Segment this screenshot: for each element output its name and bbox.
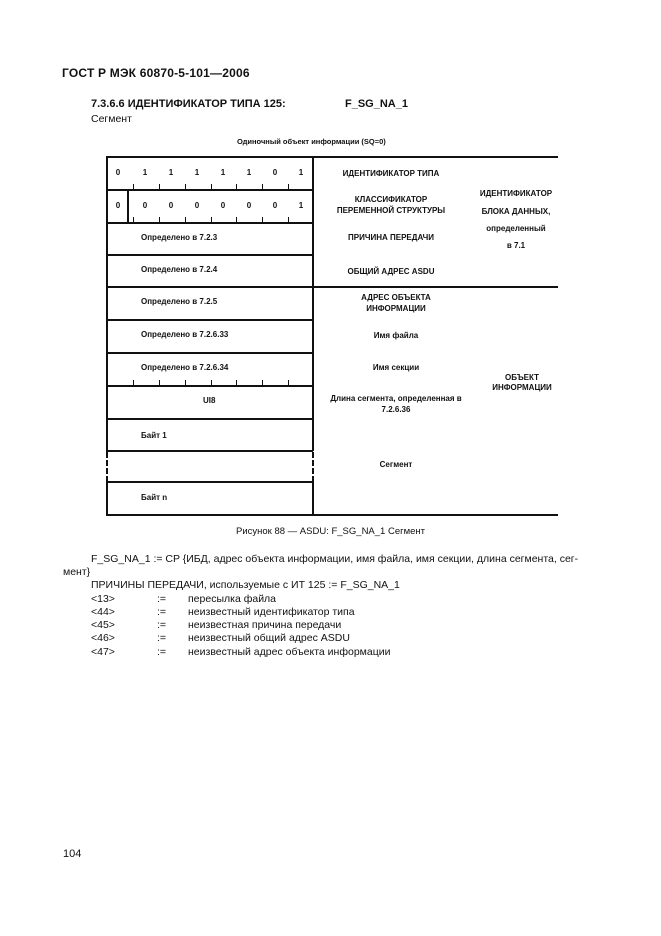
bit-tick: [236, 184, 237, 189]
cause-op: :=: [157, 619, 167, 631]
octet-right-border: [312, 156, 314, 451]
vsq-bit: 0: [220, 201, 226, 210]
type-id-bit: 1: [246, 168, 252, 177]
type-id-bit: 1: [194, 168, 200, 177]
bit-tick: [262, 217, 263, 222]
byte-n-label: Байт n: [141, 493, 168, 502]
cause-text: неизвестная причина передачи: [188, 619, 342, 631]
definition-line-2: мент}: [63, 566, 91, 578]
row-divider: [106, 481, 313, 483]
vsq-bit: 0: [246, 201, 252, 210]
row-divider: [106, 418, 313, 420]
vsq-bit: 0: [142, 201, 148, 210]
section-title: 7.3.6.6 ИДЕНТИФИКАТОР ТИПА 125:: [91, 98, 286, 110]
bit-tick: [288, 380, 289, 385]
ioa-definition: Определено в 7.2.5: [141, 297, 218, 306]
section-name-definition: Определено в 7.2.6.34: [141, 363, 229, 372]
vsq-bit: 0: [194, 201, 200, 210]
bit-tick: [185, 380, 186, 385]
left-border-dashed: [106, 452, 108, 482]
vsq-label-line2: ПЕРЕМЕННОЙ СТРУКТУРЫ: [336, 206, 446, 215]
bit-tick: [288, 217, 289, 222]
cause-code: <46>: [91, 632, 115, 644]
vsq-bit: 1: [298, 201, 304, 210]
sq-bit-separator: [127, 190, 129, 222]
dui-boundary: [106, 286, 558, 288]
definition-line-1: F_SG_NA_1 := CP {ИБД, адрес объекта информации, имя файла, имя секции, длина сегмента, сег-: [91, 553, 579, 565]
file-name-definition: Определено в 7.2.6.33: [141, 330, 229, 339]
bit-tick: [159, 184, 160, 189]
row-divider: [106, 189, 313, 191]
row-divider: [106, 222, 313, 224]
cot-label: ПРИЧИНА ПЕРЕДАЧИ: [348, 233, 434, 242]
cause-text: неизвестный идентификатор типа: [188, 606, 355, 618]
byte-1-label: Байт 1: [141, 431, 167, 440]
bit-tick: [288, 184, 289, 189]
dui-label-line3: определенный: [486, 224, 546, 233]
row-divider: [106, 352, 313, 354]
vsq-bit: 0: [168, 201, 174, 210]
bit-tick: [133, 380, 134, 385]
object-label-line2: ИНФОРМАЦИИ: [492, 383, 552, 392]
dui-label-line1: ИДЕНТИФИКАТОР: [479, 189, 553, 198]
cause-text: неизвестный общий адрес ASDU: [188, 632, 350, 644]
cause-code: <47>: [91, 646, 115, 658]
cause-text: пересылка файла: [188, 593, 277, 605]
bit-tick: [159, 217, 160, 222]
bit-tick: [236, 217, 237, 222]
octet-right-border-dashed: [312, 452, 314, 482]
bit-tick: [185, 184, 186, 189]
bit-tick: [211, 217, 212, 222]
dui-label-line2: БЛОКА ДАННЫХ,: [481, 207, 551, 216]
octet-right-border: [312, 482, 314, 516]
file-name-label: Имя файла: [373, 331, 419, 340]
row-divider: [106, 450, 313, 452]
segment-length-label: Длина сегмента, определенная в 7.2.6.36: [330, 394, 462, 414]
type-id-bit: 1: [142, 168, 148, 177]
document-header: ГОСТ Р МЭК 60870-5-101—2006: [62, 66, 250, 80]
bit-tick: [262, 380, 263, 385]
figure-top-border: [106, 156, 558, 158]
segment-label: Сегмент: [379, 460, 413, 469]
left-border: [106, 156, 108, 451]
left-border: [106, 482, 108, 516]
bit-tick: [211, 380, 212, 385]
type-id-bit: 0: [115, 168, 121, 177]
cause-op: :=: [157, 593, 167, 605]
bit-tick: [133, 184, 134, 189]
cause-op: :=: [157, 646, 167, 658]
figure-caption: Рисунок 88 — ASDU: F_SG_NA_1 Сегмент: [235, 526, 425, 537]
segment-length-type: UI8: [203, 396, 216, 405]
figure-bottom-border: [106, 514, 558, 516]
ca-label: ОБЩИЙ АДРЕС ASDU: [347, 267, 435, 276]
vsq-bit: 0: [272, 201, 278, 210]
type-id-bit: 1: [298, 168, 304, 177]
cause-code: <13>: [91, 593, 115, 605]
type-id-bit: 1: [220, 168, 226, 177]
section-mnemonic: F_SG_NA_1: [345, 98, 408, 110]
cause-code: <45>: [91, 619, 115, 631]
causes-title: ПРИЧИНЫ ПЕРЕДАЧИ, используемые с ИТ 125 := F_SG_NA_1: [91, 579, 400, 591]
cot-definition: Определено в 7.2.3: [141, 233, 218, 242]
bit-tick: [159, 380, 160, 385]
type-id-bit: 1: [168, 168, 174, 177]
page-number: 104: [63, 848, 82, 860]
vsq-label-line1: КЛАССИФИКАТОР: [354, 195, 428, 204]
ca-definition: Определено в 7.2.4: [141, 265, 218, 274]
bit-tick: [236, 380, 237, 385]
dui-label-line4: в 7.1: [506, 241, 526, 250]
cause-op: :=: [157, 606, 167, 618]
figure-title: Одиночный объект информации (SQ=0): [237, 137, 386, 146]
object-label-line1: ОБЪЕКТ: [505, 373, 539, 382]
bit-tick: [262, 184, 263, 189]
bit-tick: [185, 217, 186, 222]
row-divider: [106, 254, 313, 256]
bit-tick: [133, 217, 134, 222]
row-divider: [106, 385, 313, 387]
type-id-bit: 0: [272, 168, 278, 177]
type-id-label: ИДЕНТИФИКАТОР ТИПА: [342, 169, 440, 178]
bit-tick: [211, 184, 212, 189]
row-divider: [106, 319, 313, 321]
cause-code: <44>: [91, 606, 115, 618]
vsq-bit: 0: [115, 201, 121, 210]
cause-op: :=: [157, 632, 167, 644]
cause-text: неизвестный адрес объекта информации: [188, 646, 391, 658]
section-name-label: Имя секции: [372, 363, 420, 372]
section-subtitle: Сегмент: [91, 113, 132, 125]
ioa-label: АДРЕС ОБЪЕКТА ИНФОРМАЦИИ: [361, 293, 431, 313]
